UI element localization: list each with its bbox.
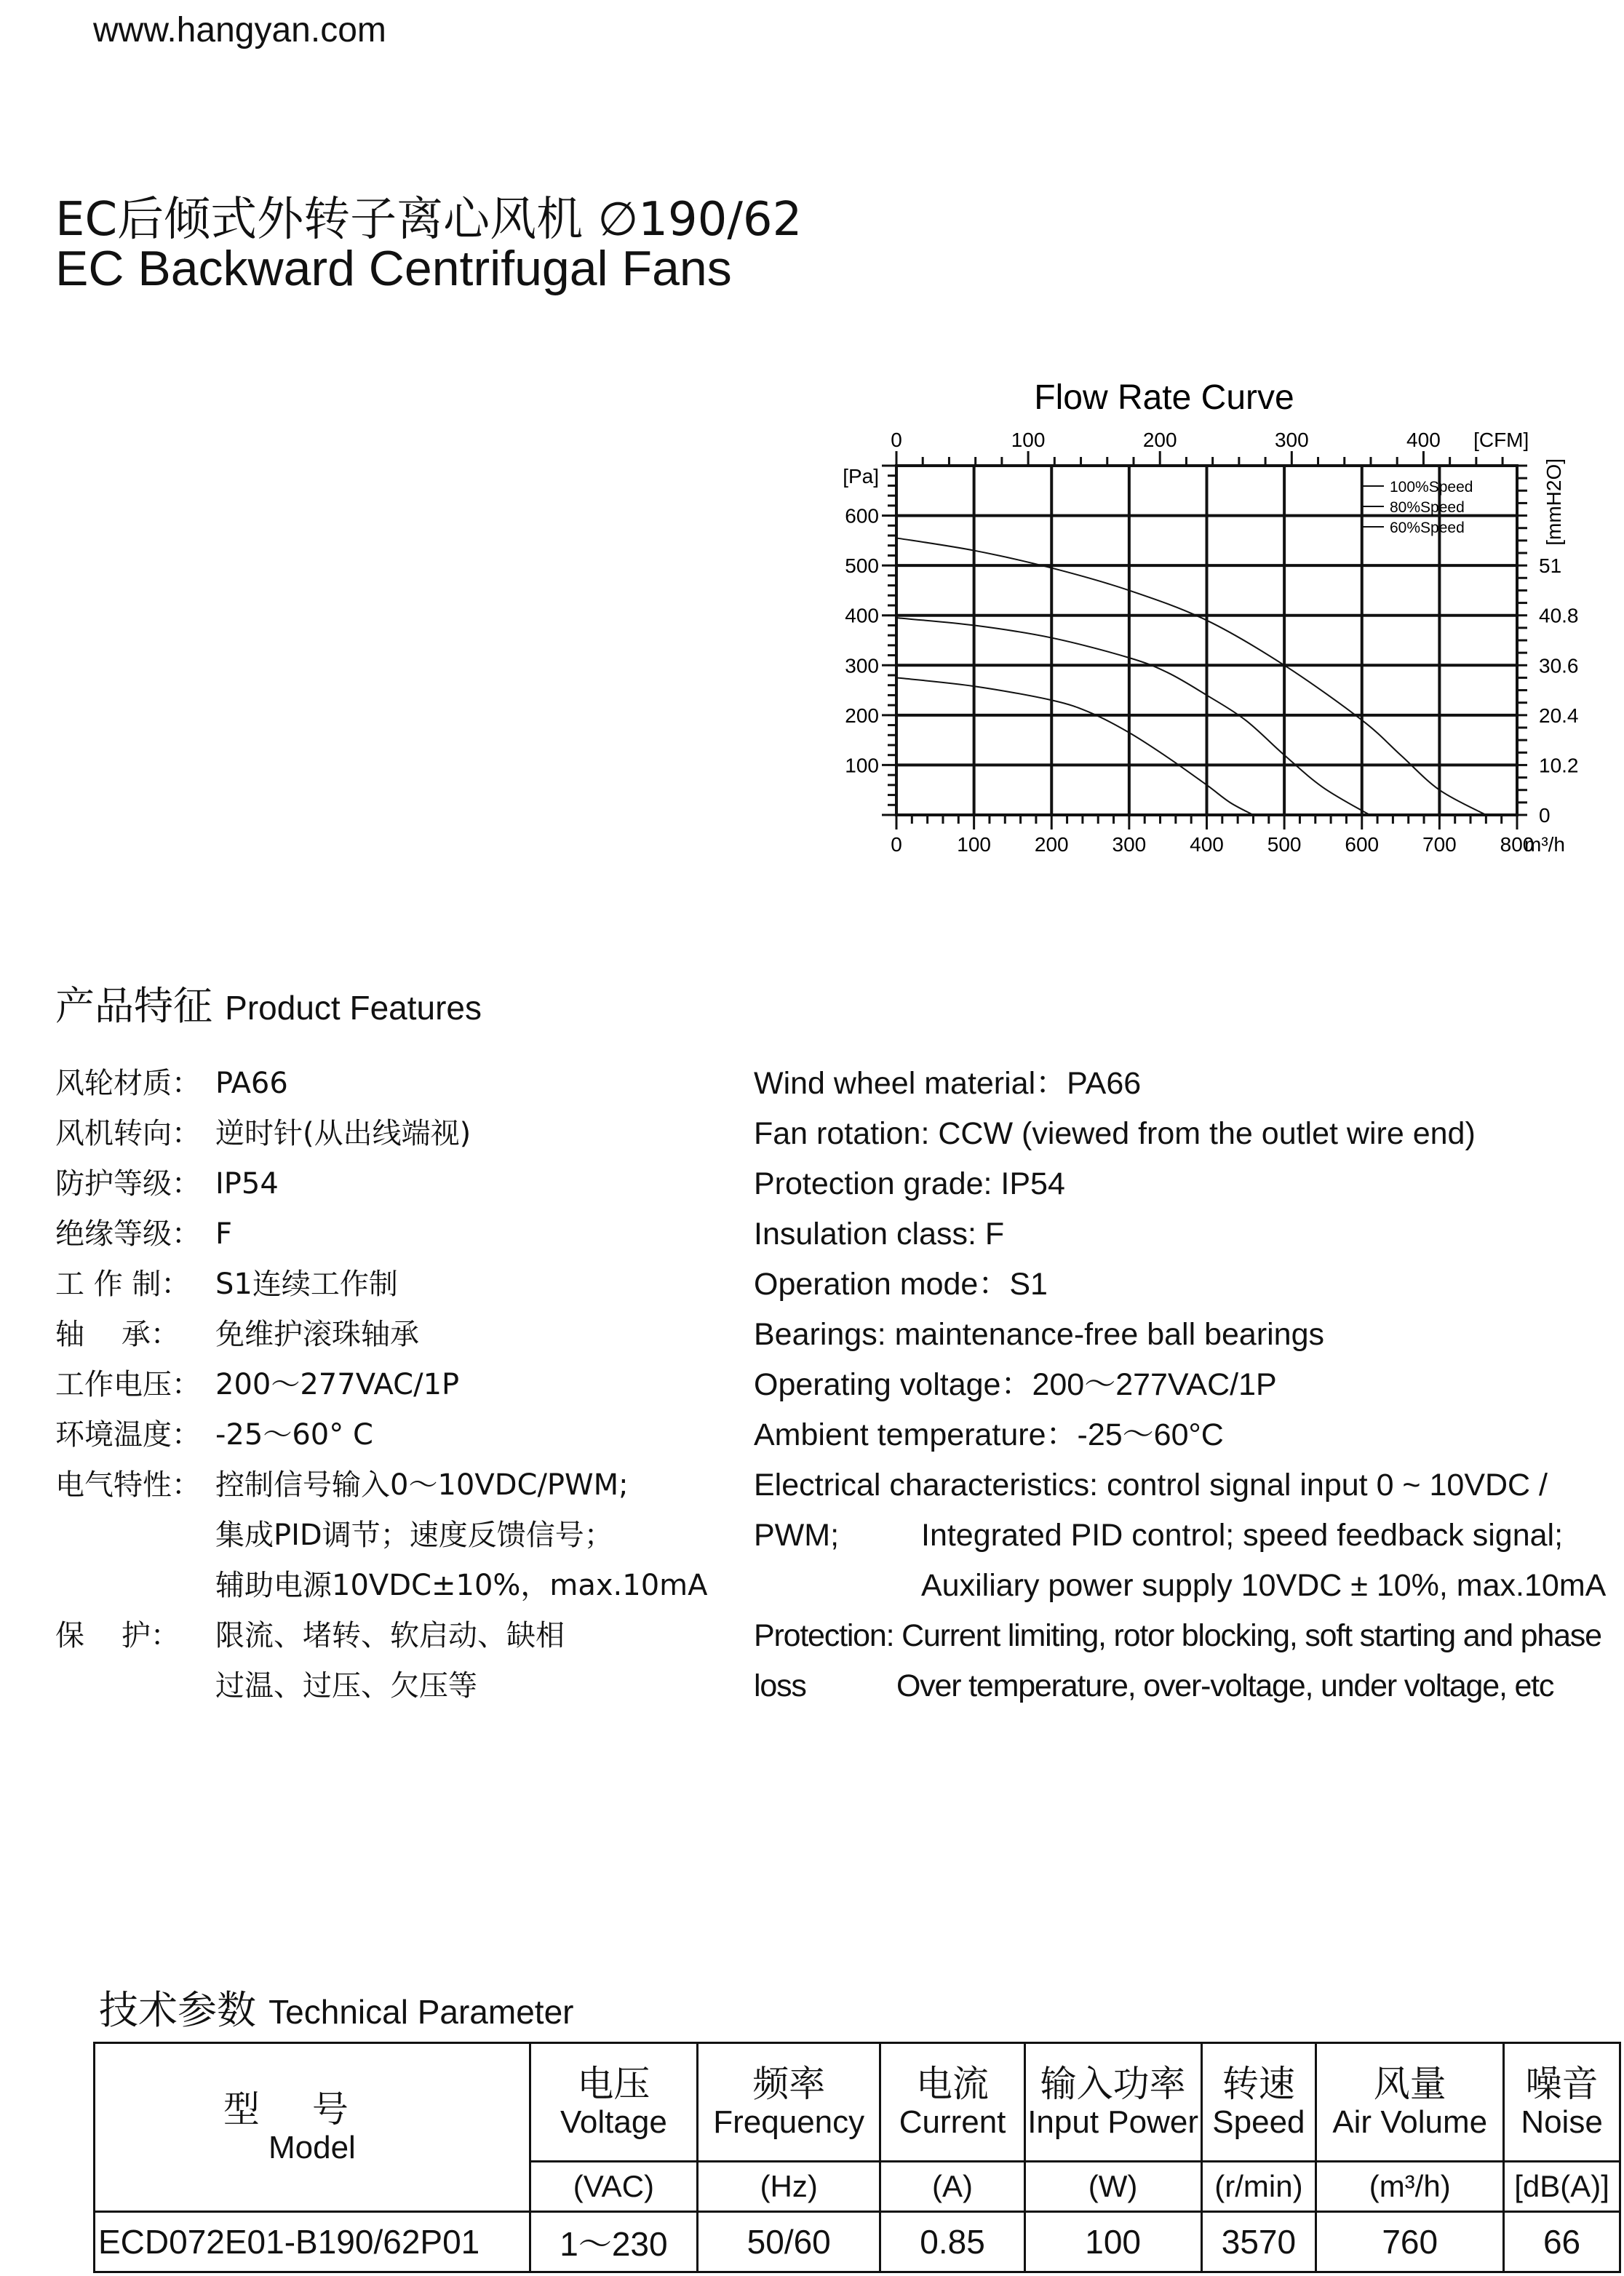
feature-row-en: Over temperature, over-voltage, under voltage, etc xyxy=(896,1668,1554,1703)
feature-row-cn xyxy=(55,1410,708,1460)
feature-label-cn xyxy=(55,1511,215,1561)
feature-label-cn: 风轮材质： xyxy=(55,1067,201,1100)
column-header xyxy=(1504,2043,1620,2162)
feature-label-cn: 防护等级： xyxy=(55,1167,201,1201)
tick-label-bottom: 800 xyxy=(1500,833,1535,856)
parameters-title xyxy=(99,1979,573,2035)
column-header-cn: 风量 xyxy=(1373,2063,1446,2106)
feature-row-cn xyxy=(55,1260,708,1310)
feature-row-en: Protection: Current limiting, rotor blocking, soft starting and phase loss xyxy=(754,1618,1601,1703)
feature-row-cn xyxy=(55,1310,708,1360)
column-unit: [dB(A)] xyxy=(1504,2162,1620,2212)
column-header-cn: 转速 xyxy=(1222,2063,1295,2106)
chart-title: Flow Rate Curve xyxy=(1034,378,1294,417)
column-unit: (VAC) xyxy=(530,2162,697,2212)
column-header xyxy=(880,2043,1024,2162)
feature-row-en: Insulation class: F xyxy=(754,1217,1005,1252)
chart-grid xyxy=(896,466,1517,815)
tick-label-right: 40.8 xyxy=(1539,604,1579,627)
column-header xyxy=(1201,2043,1316,2162)
tick-label-left: 300 xyxy=(845,654,879,677)
page-title-cn: EC后倾式外转子离心风机 ∅190/62 xyxy=(55,193,803,247)
tick-label-left: 100 xyxy=(845,754,879,777)
feature-label-cn: 轴 承： xyxy=(55,1318,180,1351)
feature-row-cn xyxy=(55,1109,708,1159)
feature-row-en: Operating voltage：200～277VAC/1P xyxy=(754,1367,1277,1402)
tick-label-left: 200 xyxy=(845,704,879,727)
flow-rate-chart xyxy=(815,378,1579,873)
feature-label-cn: 工 作 制： xyxy=(55,1268,191,1301)
x-unit-top: [CFM] xyxy=(1473,429,1529,451)
column-unit: (m³/h) xyxy=(1316,2162,1504,2212)
column-header xyxy=(1024,2043,1201,2162)
column-header-en: Speed xyxy=(1212,2104,1305,2141)
table-header-row xyxy=(95,2043,1620,2162)
feature-row-cn xyxy=(55,1059,708,1109)
features-list-cn xyxy=(55,1059,708,1711)
feature-value-cn: 免维护滚珠轴承 xyxy=(215,1318,419,1351)
column-header-cn: 输入功率 xyxy=(1040,2063,1186,2106)
feature-value-cn: 集成PID调节；速度反馈信号； xyxy=(215,1519,613,1552)
table-cell: 1～230 xyxy=(530,2212,697,2272)
feature-value-cn: PA66 xyxy=(215,1067,288,1100)
tick-label-bottom: 100 xyxy=(957,833,991,856)
column-unit: (Hz) xyxy=(697,2162,880,2212)
feature-row-en: Fan rotation: CCW (viewed from the outlet wire end) xyxy=(754,1116,1476,1151)
model-cell: ECD072E01-B190/62P01 xyxy=(95,2212,530,2272)
feature-value-cn: IP54 xyxy=(215,1167,279,1201)
column-header-cn: 电压 xyxy=(577,2063,650,2106)
feature-row-cn xyxy=(55,1360,708,1410)
column-header-en: Air Volume xyxy=(1332,2104,1488,2141)
features-list-en xyxy=(754,1059,1624,1711)
table-cell: 100 xyxy=(1024,2212,1201,2272)
feature-row-cn xyxy=(55,1661,708,1711)
page-title-en: EC Backward Centrifugal Fans xyxy=(55,241,732,296)
feature-value-cn: 逆时针(从出线端视) xyxy=(215,1117,471,1150)
feature-row-en: Operation mode：S1 xyxy=(754,1267,1048,1302)
column-header xyxy=(1316,2043,1504,2162)
tick-label-bottom: 300 xyxy=(1112,833,1147,856)
x-unit-bottom: m³/h xyxy=(1524,833,1565,856)
feature-value-cn: 辅助电源10VDC±10%，max.10mA xyxy=(215,1569,708,1602)
legend-label: 80%Speed xyxy=(1390,499,1465,516)
tick-label-bottom: 600 xyxy=(1345,833,1380,856)
column-header-en: Current xyxy=(899,2104,1006,2141)
feature-value-cn: F xyxy=(215,1217,233,1251)
feature-row-cn xyxy=(55,1460,708,1511)
column-header-cn: 噪音 xyxy=(1525,2063,1599,2106)
feature-row-en: Electrical characteristics: control signal input 0 ~ 10VDC / PWM; xyxy=(754,1468,1548,1553)
feature-value-cn: 过温、过压、欠压等 xyxy=(215,1669,477,1703)
tick-label-right: 0 xyxy=(1539,804,1551,827)
feature-label-cn: 电气特性： xyxy=(55,1468,201,1502)
legend-label: 100%Speed xyxy=(1390,479,1473,496)
feature-row-cn xyxy=(55,1561,708,1611)
tick-label-left: 500 xyxy=(845,554,879,578)
tick-label-left: 400 xyxy=(845,604,879,627)
feature-row-en: Wind wheel material：PA66 xyxy=(754,1066,1142,1101)
feature-row-en: Ambient temperature：-25～60°C xyxy=(754,1417,1224,1452)
feature-value-cn: 控制信号输入0～10VDC/PWM; xyxy=(215,1468,629,1502)
feature-label-cn: 风机转向： xyxy=(55,1117,201,1150)
tick-label-top: 100 xyxy=(1011,429,1046,451)
tick-label-right: 20.4 xyxy=(1539,704,1579,727)
tick-label-right: 10.2 xyxy=(1539,754,1579,777)
column-header-cn: 电流 xyxy=(916,2063,990,2106)
column-header-en: Voltage xyxy=(560,2104,667,2141)
tick-label-top: 200 xyxy=(1142,429,1177,451)
table-cell: 0.85 xyxy=(880,2212,1024,2272)
feature-label-cn: 保 护： xyxy=(55,1619,180,1652)
tick-label-bottom: 200 xyxy=(1034,833,1069,856)
column-header xyxy=(530,2043,697,2162)
tick-label-top: 300 xyxy=(1274,429,1309,451)
feature-row-en: Protection grade: IP54 xyxy=(754,1166,1065,1201)
y-unit-right: [mmH2O] xyxy=(1543,458,1565,546)
parameter-table xyxy=(93,2042,1621,2273)
tick-label-left: 600 xyxy=(845,504,879,528)
feature-value-cn: 限流、堵转、软启动、缺相 xyxy=(215,1619,565,1652)
feature-row-en: Integrated PID control; speed feedback signal; xyxy=(921,1518,1564,1553)
website-url[interactable]: www.hangyan.com xyxy=(93,11,386,49)
y-unit-left: [Pa] xyxy=(843,465,879,488)
features-title-cn: 产品特征 xyxy=(55,983,212,1029)
model-header-cn: 型号 xyxy=(223,2088,401,2130)
column-header-cn: 频率 xyxy=(752,2063,826,2106)
chart-series xyxy=(896,538,1486,815)
feature-row-cn xyxy=(55,1611,708,1661)
feature-row-cn xyxy=(55,1209,708,1260)
feature-label-cn xyxy=(55,1561,215,1611)
column-header xyxy=(697,2043,880,2162)
features-title xyxy=(55,975,482,1031)
feature-label-cn: 环境温度： xyxy=(55,1418,201,1452)
tick-label-top: 400 xyxy=(1406,429,1441,451)
series-line-3 xyxy=(896,677,1253,815)
model-header-cell xyxy=(95,2043,530,2212)
chart-legend xyxy=(1362,479,1473,536)
feature-value-cn: S1连续工作制 xyxy=(215,1268,398,1301)
feature-label-cn: 工作电压： xyxy=(55,1368,201,1401)
parameters-title-cn: 技术参数 xyxy=(99,1987,256,2033)
feature-row-en: Bearings: maintenance-free ball bearings xyxy=(754,1317,1325,1352)
tick-label-bottom: 700 xyxy=(1422,833,1457,856)
tick-label-bottom: 500 xyxy=(1267,833,1302,856)
tick-label-top: 0 xyxy=(891,429,902,451)
table-cell: 3570 xyxy=(1201,2212,1316,2272)
legend-label: 60%Speed xyxy=(1390,520,1465,536)
column-header-en: Input Power xyxy=(1027,2104,1199,2141)
feature-value-cn: 200～277VAC/1P xyxy=(215,1368,460,1401)
feature-row-cn xyxy=(55,1511,708,1561)
model-header-en: Model xyxy=(268,2129,356,2165)
tick-label-bottom: 400 xyxy=(1190,833,1224,856)
feature-label-cn: 绝缘等级： xyxy=(55,1217,201,1251)
table-cell: 66 xyxy=(1504,2212,1620,2272)
parameters-title-en: Technical Parameter xyxy=(268,1993,574,2031)
tick-label-right: 51 xyxy=(1539,554,1562,578)
tick-label-bottom: 0 xyxy=(891,833,902,856)
column-header-en: Noise xyxy=(1521,2104,1603,2141)
tick-label-right: 30.6 xyxy=(1539,654,1579,677)
table-cell: 50/60 xyxy=(697,2212,880,2272)
feature-row-en: Auxiliary power supply 10VDC ± 10%, max.10mA xyxy=(921,1568,1607,1603)
column-unit: (W) xyxy=(1024,2162,1201,2212)
feature-label-cn xyxy=(55,1661,215,1711)
column-header-en: Frequency xyxy=(713,2104,865,2141)
table-row xyxy=(95,2212,1620,2272)
features-title-en: Product Features xyxy=(225,989,482,1027)
column-unit: (r/min) xyxy=(1201,2162,1316,2212)
column-unit: (A) xyxy=(880,2162,1024,2212)
feature-row-cn xyxy=(55,1159,708,1209)
feature-value-cn: -25～60° C xyxy=(215,1418,373,1452)
table-cell: 760 xyxy=(1316,2212,1504,2272)
